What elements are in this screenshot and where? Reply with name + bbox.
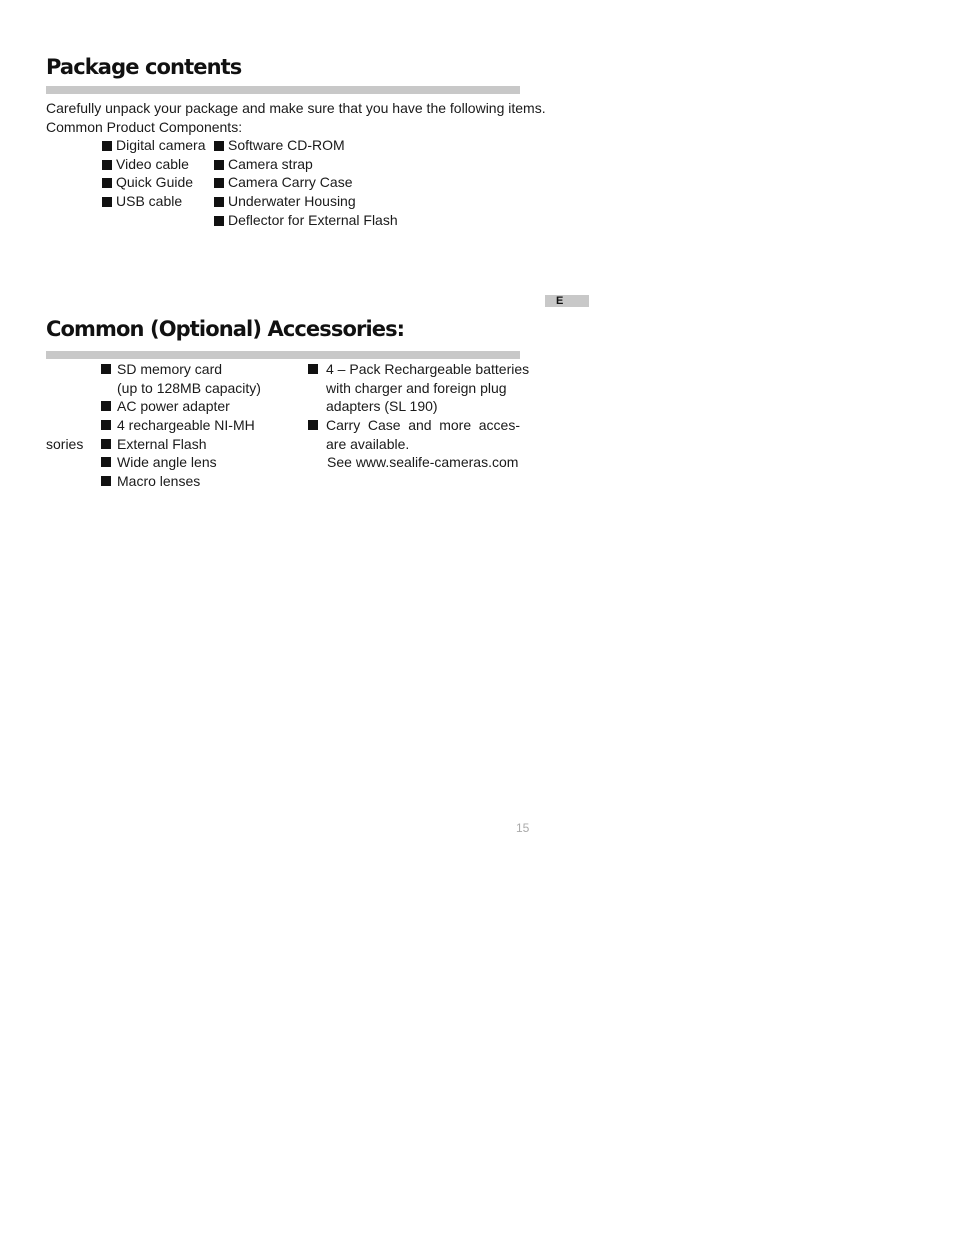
list-item: Quick Guide — [102, 173, 205, 192]
square-bullet-icon — [308, 364, 318, 374]
square-bullet-icon — [101, 457, 111, 467]
package-intro-text — [46, 99, 546, 136]
list-item: Underwater Housing — [214, 192, 398, 211]
list-item: 4 – Pack Rechargeable batteries — [308, 360, 520, 379]
list-item — [308, 416, 520, 435]
list-item-continuation — [308, 453, 520, 472]
square-bullet-icon — [214, 216, 224, 226]
square-bullet-icon — [214, 160, 224, 170]
website-link[interactable]: www.sealife-cameras.com — [355, 454, 519, 471]
package-intro-line-1: Carefully unpack your package and make sure that you have the following items. — [46, 100, 546, 116]
square-bullet-icon — [214, 197, 224, 207]
square-bullet-icon — [101, 420, 111, 430]
list-item-continuation: with charger and foreign plug — [326, 379, 507, 396]
language-tab-letter: E — [556, 295, 564, 307]
package-intro-line-2: Common Product Components: — [46, 118, 243, 135]
page-number: 15 — [516, 821, 530, 835]
list-item: Digital camera — [102, 136, 205, 155]
side-text-fragment: sories — [46, 436, 84, 452]
package-heading-rule — [46, 86, 520, 94]
square-bullet-icon — [102, 197, 112, 207]
square-bullet-icon — [101, 401, 111, 411]
square-bullet-icon — [308, 420, 318, 430]
square-bullet-icon — [101, 364, 111, 374]
square-bullet-icon — [102, 141, 112, 151]
accessories-heading-rule — [46, 351, 520, 359]
accessories-heading: Common (Optional) Accessories: — [46, 317, 405, 341]
list-item: USB cable — [102, 192, 205, 211]
list-item: Video cable — [102, 155, 205, 174]
square-bullet-icon — [101, 476, 111, 486]
see-prefix: See — [327, 454, 356, 471]
package-list-col-2 — [214, 136, 398, 229]
square-bullet-icon — [102, 160, 112, 170]
list-item-continuation: are available. — [326, 435, 410, 452]
list-item: Camera strap — [214, 155, 398, 174]
list-item: Software CD-ROM — [214, 136, 398, 155]
list-item: Deflector for External Flash — [214, 211, 398, 230]
square-bullet-icon — [102, 178, 112, 188]
carry-case-line: Carry Case and more acces- — [326, 417, 520, 434]
square-bullet-icon — [101, 439, 111, 449]
package-list-col-1 — [102, 136, 205, 211]
list-item: Camera Carry Case — [214, 173, 398, 192]
list-item-continuation: adapters (SL 190) — [326, 398, 438, 415]
package-contents-heading: Package contents — [46, 55, 242, 79]
language-tab — [545, 295, 589, 307]
square-bullet-icon — [214, 141, 224, 151]
accessories-right-list — [308, 360, 530, 472]
square-bullet-icon — [214, 178, 224, 188]
